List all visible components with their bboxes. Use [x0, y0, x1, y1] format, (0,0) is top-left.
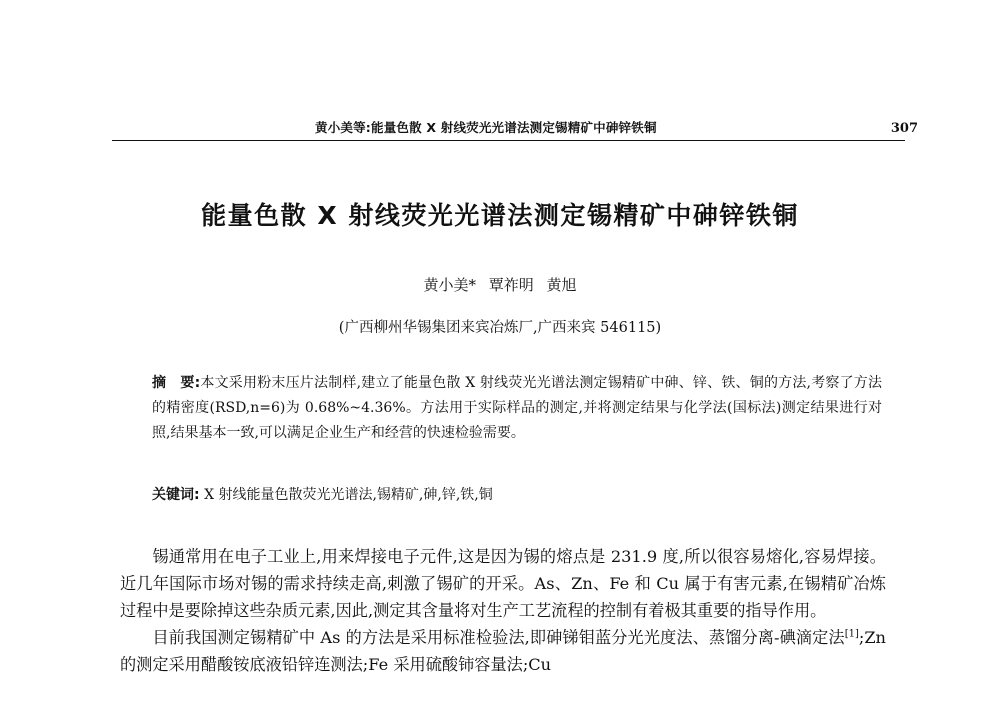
page-number: 307 — [890, 121, 918, 136]
affiliation: (广西柳州华锡集团来宾冶炼厂,广西来宾 546115) — [338, 320, 662, 336]
body-paragraph-1: 锡通常用在电子工业上,用来焊接电子元件,这是因为锡的熔点是 231.9 度,所以很容易熔化,容易焊接。近几年国际市场对锡的需求持续走高,刺激了锡矿的开采。As、Zn、Fe 和 Cu 属于有害元素,在锡精矿冶炼过程中是要除掉这些杂质元素,因此,测定其含量将对生产工艺流程的控制有着极其重要的指导作用。 — [120, 547, 886, 620]
body-paragraph-2-part-a: 目前我国测定锡精矿中 As 的方法是采用标准检验法,即砷锑钼蓝分光光度法、蒸馏分离-碘滴定法 — [152, 628, 845, 647]
body-text — [120, 543, 886, 678]
abstract — [152, 371, 882, 446]
body-paragraph-2 — [120, 624, 886, 678]
article-title: 能量色散 X 射线荧光光谱法测定锡精矿中砷锌铁铜 — [201, 201, 799, 230]
citation-1: [1] — [844, 628, 859, 640]
running-header — [160, 118, 920, 142]
running-title: 黄小美等:能量色散 X 射线荧光光谱法测定锡精矿中砷锌铁铜 — [315, 120, 657, 135]
abstract-label: 摘 要: — [152, 375, 201, 391]
abstract-text: 本文采用粉末压片法制样,建立了能量色散 X 射线荧光光谱法测定锡精矿中砷、锌、铁、铜的方法,考察了方法的精密度(RSD,n=6)为 0.68%~4.36%。方法用于实际样品的测定,并将测定结果与化学法(国标法)测定结果进行对照,结果基本一致,可以满足企业生产和经营的快速检验需要。 — [152, 375, 882, 441]
keywords-label: 关键词: — [152, 487, 200, 503]
keywords — [152, 483, 882, 507]
header-rule — [112, 140, 905, 141]
body-paragraph-2-part-b: ;Zn 的测定采用醋酸铵底液铅锌连测法;Fe 采用硫酸铈容量法;Cu — [120, 628, 886, 674]
keywords-text: X 射线能量色散荧光光谱法,锡精矿,砷,锌,铁,铜 — [204, 487, 493, 503]
authors: 黄小美* 覃祚明 黄旭 — [423, 276, 577, 294]
